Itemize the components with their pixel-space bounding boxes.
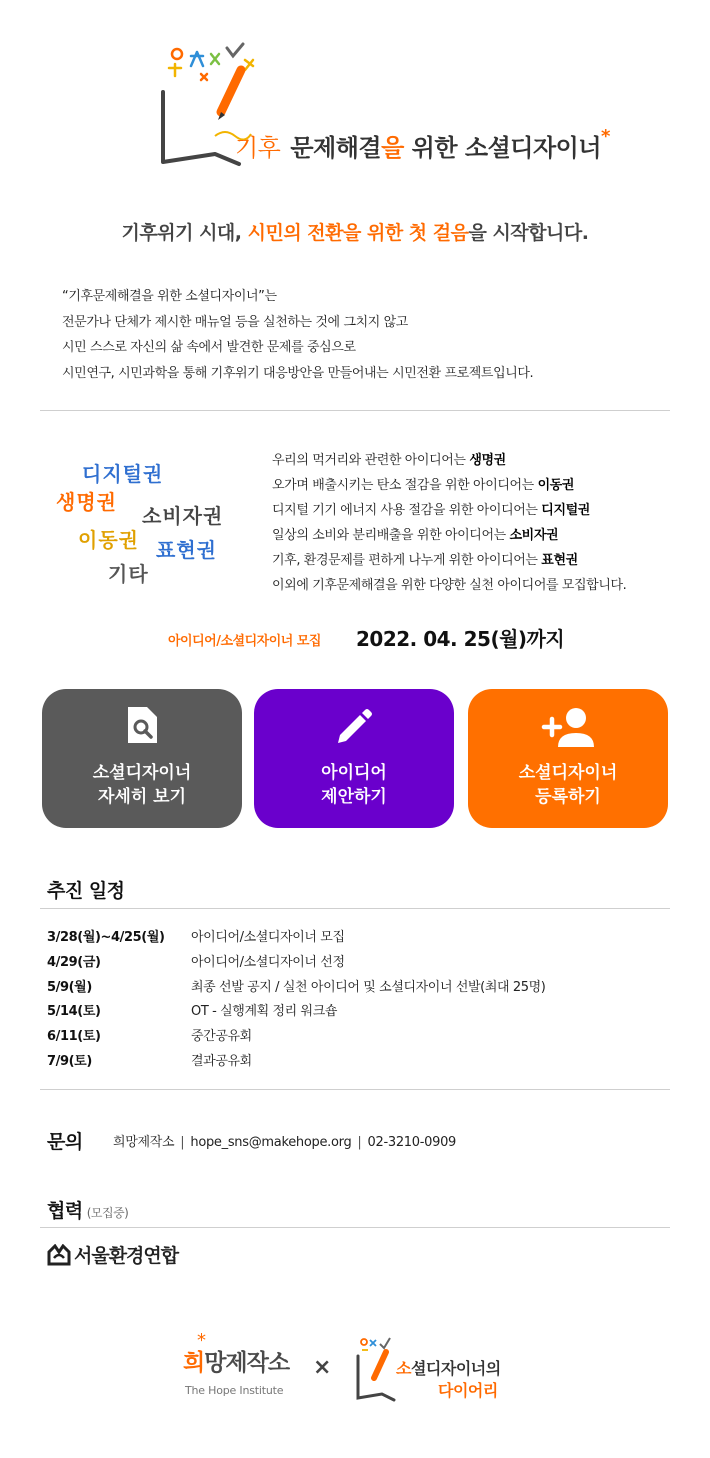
contact-org: 희망제작소 [113,1135,175,1150]
rights-art-consumer: 소비자권 [142,504,224,528]
intro-line: 전문가나 단체가 제시한 매뉴얼 등을 실천하는 것에 그치지 않고 [62,314,408,330]
asterisk-icon: * [601,126,610,147]
rights-item: 오가며 배출시키는 탄소 절감을 위한 아이디어는 이동권 [272,478,575,493]
diary-line1: 소셜디자이너의 [396,1359,501,1378]
times-symbol: × [313,1355,332,1380]
headline-highlight: 시민의 전환을 위한 첫 걸음 [247,222,469,244]
schedule-row: 3/28(월)~4/25(월) 아이디어/소셜디자이너 모집 [47,930,345,945]
logo-title-mid: 위한 [403,134,465,162]
rights-item: 이외에 기후문제해결을 위한 다양한 실천 아이디어를 모집합니다. [272,578,627,593]
divider [40,1089,670,1090]
schedule-row: 4/29(금) 아이디어/소셜디자이너 선정 [47,954,345,970]
page-headline [0,218,710,245]
contact-email[interactable]: hope_sns@makehope.org [190,1135,352,1150]
schedule-row: 7/9(토) 결과공유회 [47,1053,252,1069]
rights-item: 기후, 환경문제를 편하게 나누게 위한 아이디어는 표현권 [272,553,578,568]
schedule-row: 6/11(토) 중간공유회 [47,1029,252,1045]
logo-title-o: 을 [381,134,404,162]
hope-name: 희망제작소 [183,1350,290,1376]
propose-idea-label: 아이디어 제안하기 [321,763,387,807]
schedule-list [47,926,545,1075]
seoul-kfem-logo-icon [47,1244,71,1266]
logo-title-suffix: 소셜디자이너 [464,134,602,162]
divider [40,410,670,411]
rights-art-digital: 디지털권 [82,462,164,486]
rights-art-expression: 표현권 [156,538,217,562]
intro-line: 시민 스스로 자신의 삶 속에서 발견한 문제를 중심으로 [62,340,356,355]
partner-seoul-kfem [47,1241,178,1268]
header-logo [155,40,610,170]
diary-line2: 다이어리 [438,1381,498,1400]
propose-idea-button[interactable] [254,689,454,828]
view-designer-label: 소셜디자이너 자세히 보기 [92,763,192,807]
hope-institute-logo [183,1330,293,1406]
asterisk-icon: * [197,1330,206,1351]
contact-info: 희망제작소 | hope_sns@makehope.org | 02-3210-0909 [113,1135,457,1150]
schedule-row: 5/14(토) OT - 실행계획 정리 워크숍 [47,1004,338,1020]
partner-name: 서울환경연합 [74,1245,179,1267]
register-designer-label: 소셜디자이너 등록하기 [518,763,618,807]
diary-logo-graphic [352,1336,396,1402]
contact-phone: 02-3210-0909 [367,1135,457,1150]
deadline-label: 아이디어/소셜디자이너 모집 [168,634,321,649]
register-designer-button[interactable] [468,689,668,828]
pencil-icon [254,705,454,745]
rights-item: 디지털 기기 에너지 사용 절감을 위한 아이디어는 디지털권 [272,503,590,518]
schedule-title: 추진 일정 [47,880,125,902]
rights-art-life: 생명권 [56,490,117,514]
view-designer-button[interactable] [42,689,242,828]
headline-part1: 기후위기 시대, [121,222,248,244]
add-person-icon [468,705,668,745]
rights-item: 일상의 소비와 분리배출을 위한 아이디어는 소비자권 [272,528,559,543]
deadline-date: 2022. 04. 25(월)까지 [356,627,565,651]
logo-title [235,128,610,163]
logo-title-prefix: 문제해결 [290,134,382,162]
intro-text [62,284,533,386]
intro-line: 시민연구, 시민과학을 통해 기후위기 대응방안을 만들어내는 시민전환 프로젝트입니다. [62,365,534,381]
hope-sub: The Hope Institute [185,1384,284,1397]
schedule-row: 5/9(월) 최종 선발 공지 / 실천 아이디어 및 소셜디자이너 선발(최대 25명) [47,979,546,995]
document-search-icon [42,705,242,745]
collab-sub: (모집중) [86,1206,129,1220]
rights-illustration [52,458,242,590]
logo-kihu: 기후 [235,134,281,162]
headline-part2: 을 시작합니다. [468,222,589,244]
divider [40,1227,670,1228]
divider [40,908,670,909]
intro-line: “기후문제해결을 위한 소셜디자이너”는 [62,289,277,304]
rights-art-mobility: 이동권 [78,528,139,552]
rights-item: 우리의 먹거리와 관련한 아이디어는 생명권 [272,453,506,468]
rights-art-etc: 기타 [108,562,149,586]
rights-list [272,448,626,598]
collab-title: 협력 (모집중) [47,1200,129,1222]
social-designer-diary-logo [352,1336,542,1406]
contact-title: 문의 [47,1131,83,1153]
